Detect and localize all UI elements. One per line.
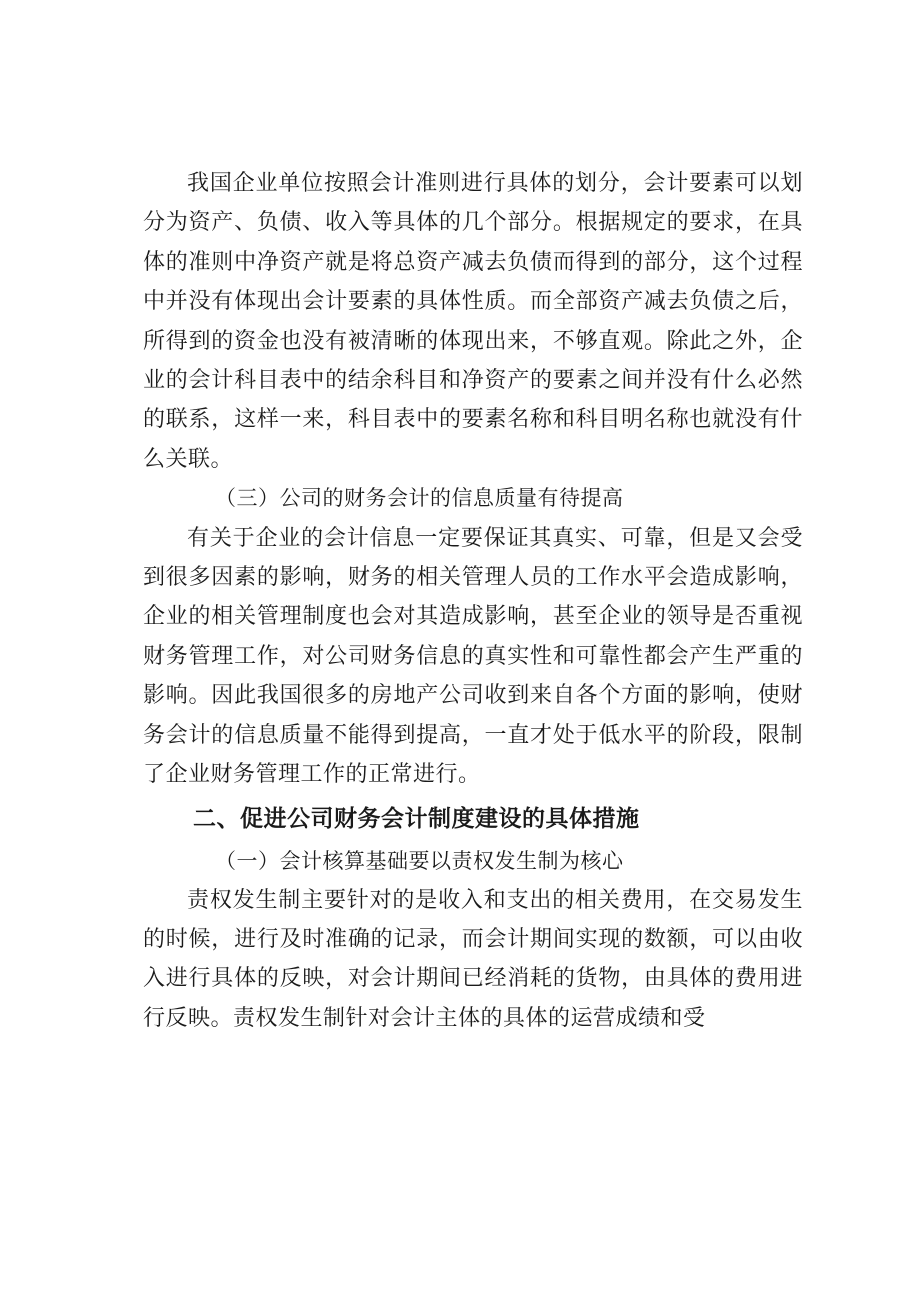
body-paragraph-information-quality: 有关于企业的会计信息一定要保证其真实、可靠，但是又会受到很多因素的影响，财务的相关管理人员的工作水平会造成影响，企业的相关管理制度也会对其造成影响，甚至企业的领导是否重视财务管理工作，对公司财务信息的真实性和可靠性都会产生严重的影响。因此我国很多的房地产公司收到来自各个方面的影响，使财务会计的信息质量不能得到提高，一直才处于低水平的阶段，限制了企业财务管理工作的正常进行。 [143, 525, 803, 788]
body-paragraph-accounting-elements: 我国企业单位按照会计准则进行具体的划分，会计要素可以划分为资产、负债、收入等具体的几个部分。根据规定的要求，在具体的准则中净资产就是将总资产减去负债而得到的部分，这个过程中并没有体现出会计要素的具体性质。而全部资产减去负债之后，所得到的资金也没有被清晰的体现出来，不够直观。除此之外，企业的会计科目表中的结余科目和净资产的要素之间并没有什么必然的联系，这样一来，科目表中的要素名称和科目明名称也就没有什么关联。 [143, 171, 803, 472]
section-heading-measures: 二、促进公司财务会计制度建设的具体措施 [193, 805, 640, 832]
subheading-information-quality: （三）公司的财务会计的信息质量有待提高 [215, 486, 624, 511]
body-paragraph-accrual-basis: 责权发生制主要针对的是收入和支出的相关费用，在交易发生的时候，进行及时准确的记录，而会计期间实现的数额，可以由收入进行具体的反映，对会计期间已经消耗的货物，由具体的费用进行反映。责权发生制针对会计主体的具体的运营成绩和受 [143, 887, 803, 1031]
document-body [143, 164, 803, 1038]
subheading-accrual-basis: （一）会计核算基础要以责权发生制为核心 [215, 848, 624, 873]
